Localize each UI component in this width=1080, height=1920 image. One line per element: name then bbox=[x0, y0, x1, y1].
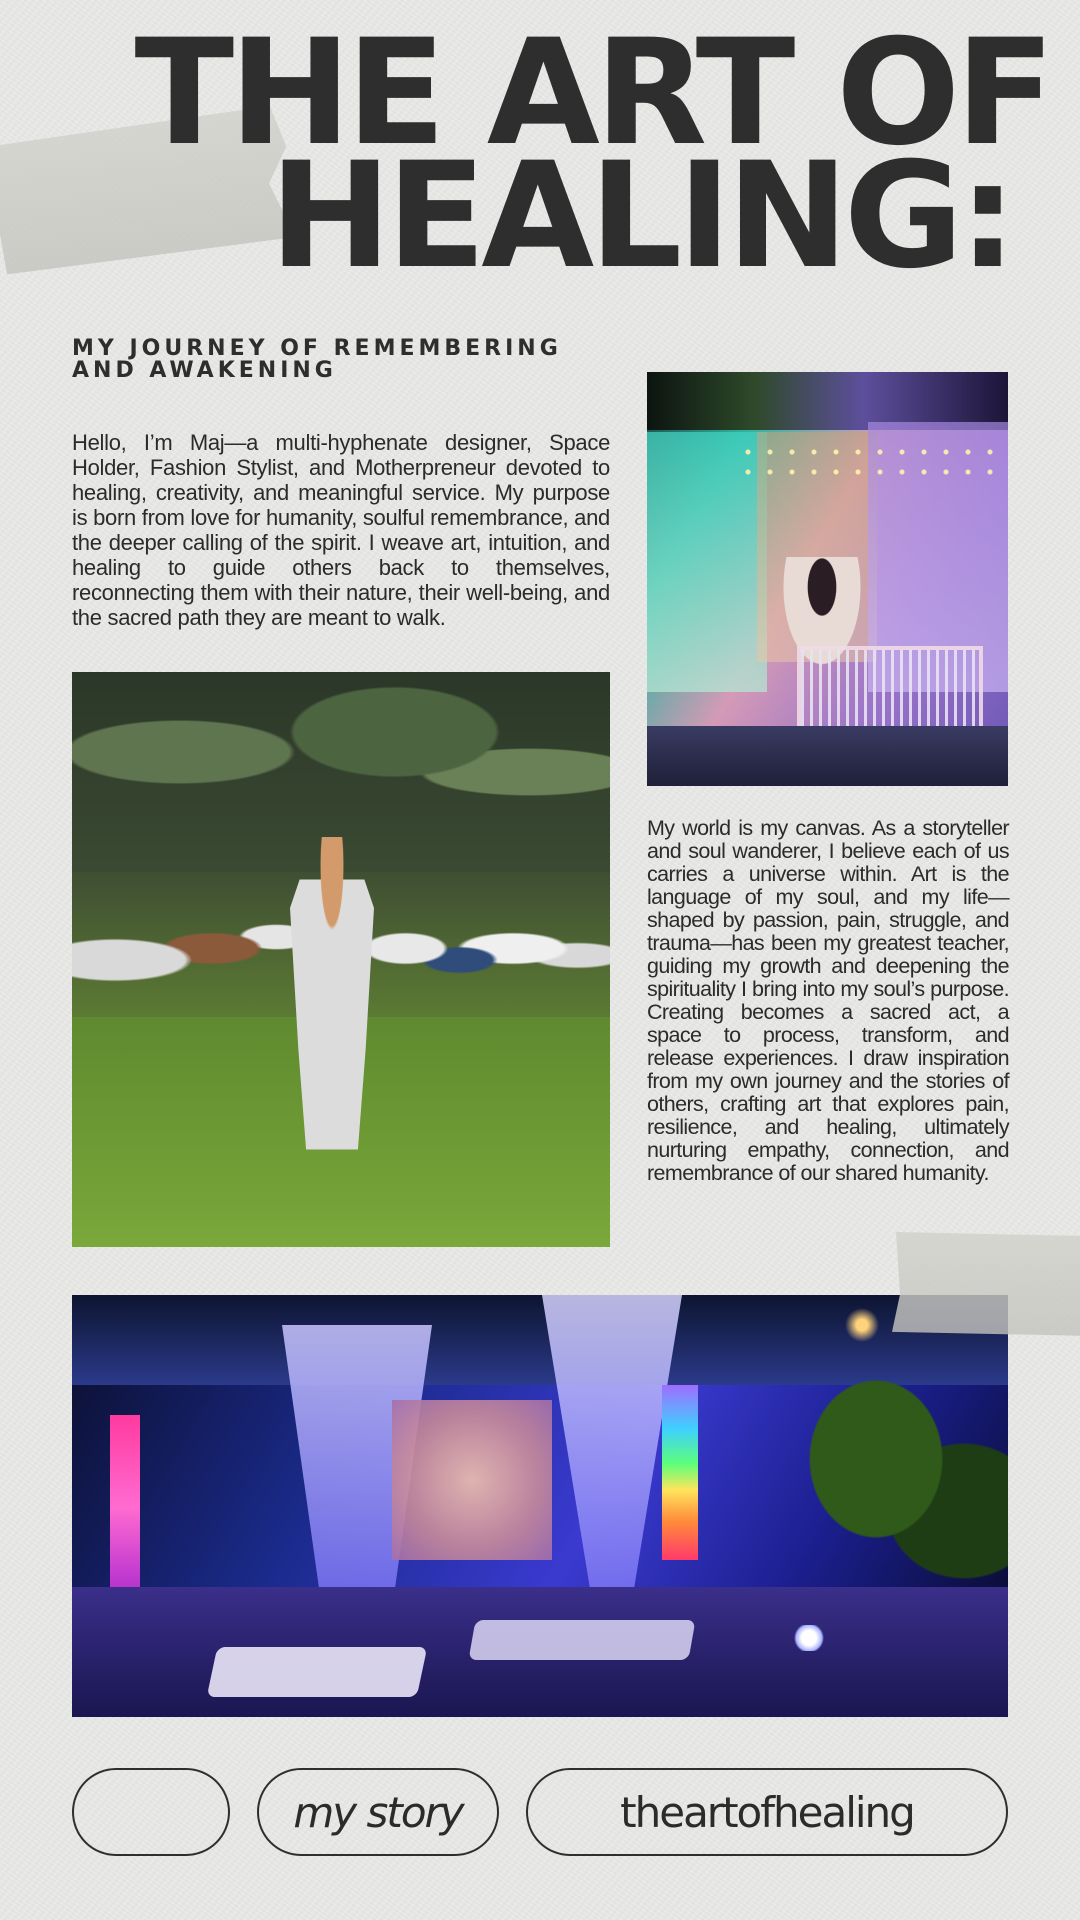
healing-space-photo bbox=[72, 1295, 1008, 1717]
world-paragraph: My world is my canvas. As a storyteller and soul wanderer, I believe each of us carries a universe within. Art is the language of my soul, and my life—shaped by passion, pain, struggle, and trauma—has been my greatest teacher, guiding my growth and deepening the spirituality I bring into my soul’s purpose. Creating becomes a sacred act, a space to process, transform, and release experiences. I draw inspiration from my own journey and the stories of others, crafting art that explores pain, resilience, and healing, ultimately nurturing empathy, connection, and remembrance of our shared humanity. bbox=[647, 816, 1009, 1185]
handle-button[interactable]: theartofhealing bbox=[526, 1768, 1008, 1856]
masking-tape-decoration bbox=[892, 1232, 1080, 1336]
page-title-line-2: HEALING: bbox=[269, 131, 1012, 301]
garden-gathering-photo bbox=[72, 672, 610, 1247]
performer-photo bbox=[647, 372, 1008, 786]
page-title-line-1: THE ART OF bbox=[134, 8, 1050, 178]
page-subtitle: MY JOURNEY OF REMEMBERING AND AWAKENING bbox=[72, 336, 562, 383]
my-story-button[interactable]: my story bbox=[257, 1768, 499, 1856]
intro-paragraph: Hello, I’m Maj—a multi-hyphenate designer, Space Holder, Fashion Stylist, and Motherpreneur devoted to healing, creativity, and meaningful service. My purpose is born from love for humanity, soulful remembrance, and the deeper calling of the spirit. I weave art, intuition, and healing to guide others back to themselves, reconnecting them with their nature, their well-being, and the sacred path they are meant to walk. bbox=[72, 430, 610, 630]
empty-pill-button[interactable] bbox=[72, 1768, 230, 1856]
